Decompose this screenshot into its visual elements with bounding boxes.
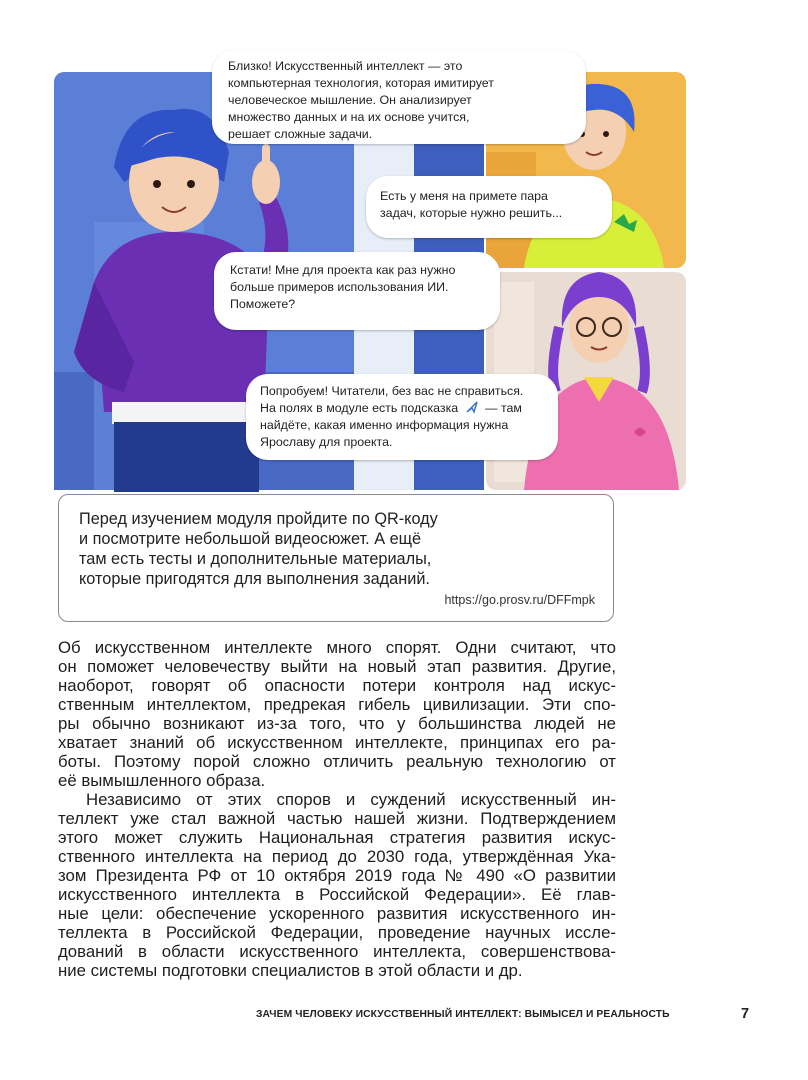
bubble-2-line-1: Есть у меня на примете пара (380, 189, 548, 203)
speech-bubble-3 (214, 252, 500, 330)
qr-box-line-1: Перед изучением модуля пройдите по QR-коду (79, 510, 438, 528)
body-line-10: теллект уже стал важной частью нашей жизни. Подтверждением (58, 809, 616, 828)
body-line-1: Об искусственном интеллекте много спорят. Одни считают, что (58, 638, 616, 657)
body-line-16: теллекта в Российской Федерации, проведение научных иссле- (58, 923, 616, 942)
body-line-14: искусственного интеллекта в Российской Федерации». Её глав- (58, 885, 616, 904)
page-number: 7 (741, 1006, 750, 1022)
bubble-1-line-4: множество данных и на их основе учится, (228, 110, 470, 124)
bubble-1-line-5: решает сложные задачи. (228, 127, 373, 141)
comic-illustration (54, 59, 688, 492)
qr-box-line-3: там есть тесты и дополнительные материалы, (79, 550, 432, 568)
bubble-1-line-3: человеческое мышление. Он анализирует (228, 93, 472, 107)
qr-box-line-2: и посмотрите небольшой видеосюжет. А ещё (79, 530, 422, 548)
body-line-17: дований в области искусственного интеллекта, совершенствова- (58, 942, 616, 961)
speech-bubble-2 (366, 176, 612, 238)
body-line-3: наоборот, говорят об опасности потери контроля над искус- (58, 676, 616, 695)
body-line-2: он поможет человечеству выйти на новый этап развития. Другие, (58, 657, 616, 676)
bubble-4-line-4: Ярославу для проекта. (260, 435, 393, 449)
body-line-11: этого может служить Национальная стратегия развития искус- (58, 828, 616, 847)
bubble-3-line-2: больше примеров использования ИИ. (230, 280, 449, 294)
running-footer-title: ЗАЧЕМ ЧЕЛОВЕКУ ИСКУССТВЕННЫЙ ИНТЕЛЛЕКТ: ВЫМЫСЕЛ И РЕАЛЬНОСТЬ (256, 1009, 670, 1020)
qr-url-link[interactable]: https://go.prosv.ru/DFFmpk (444, 593, 595, 607)
body-line-18: ние системы подготовки специалистов в этой области и др. (58, 961, 523, 980)
bubble-3-line-1: Кстати! Мне для проекта как раз нужно (230, 263, 456, 277)
body-line-4: ственным интеллектом, предрекая гибель цивилизации. Эти спо- (58, 695, 616, 714)
speech-bubble-4 (246, 374, 558, 460)
bubble-1-line-1: Близко! Искусственный интеллект — это (228, 59, 463, 73)
body-line-6: хватает знаний об искусственном интеллекте, принципах его ра- (58, 733, 616, 752)
qr-box-line-4: которые пригодятся для выполнения заданий. (79, 570, 430, 588)
bubble-1-line-2: компьютерная технология, которая имитирует (228, 76, 494, 90)
qr-info-box (58, 494, 614, 622)
bubble-4-line-1: Попробуем! Читатели, без вас не справиться. (260, 384, 524, 398)
body-line-13: зом Президента РФ от 10 октября 2019 года № 490 «О развитии (58, 866, 616, 885)
body-line-5: ры обычно возникают из-за того, что у большинства людей не (58, 714, 616, 733)
body-line-12: ственного интеллекта на период до 2030 года, утверждённая Ука- (58, 847, 616, 866)
body-line-15: ные цели: обеспечение ускоренного развития искусственного ин- (58, 904, 616, 923)
bubble-4-line-2-tail: — там (485, 401, 522, 415)
body-line-7: боты. Поэтому порой сложно отличить реальную технологию от (58, 752, 616, 771)
bubble-2-line-2: задач, которые нужно решить... (380, 206, 563, 220)
body-line-9: Независимо от этих споров и суждений искусственный ин- (86, 790, 616, 809)
bubble-3-line-3: Поможете? (230, 297, 296, 311)
bubble-4-line-2: На полях в модуле есть подсказка (260, 401, 459, 415)
body-line-8: её вымышленного образа. (58, 771, 266, 790)
pointer-cursor-icon (465, 400, 479, 414)
bubble-4-line-3: найдёте, какая именно информация нужна (260, 418, 509, 432)
speech-bubble-1 (212, 50, 586, 144)
